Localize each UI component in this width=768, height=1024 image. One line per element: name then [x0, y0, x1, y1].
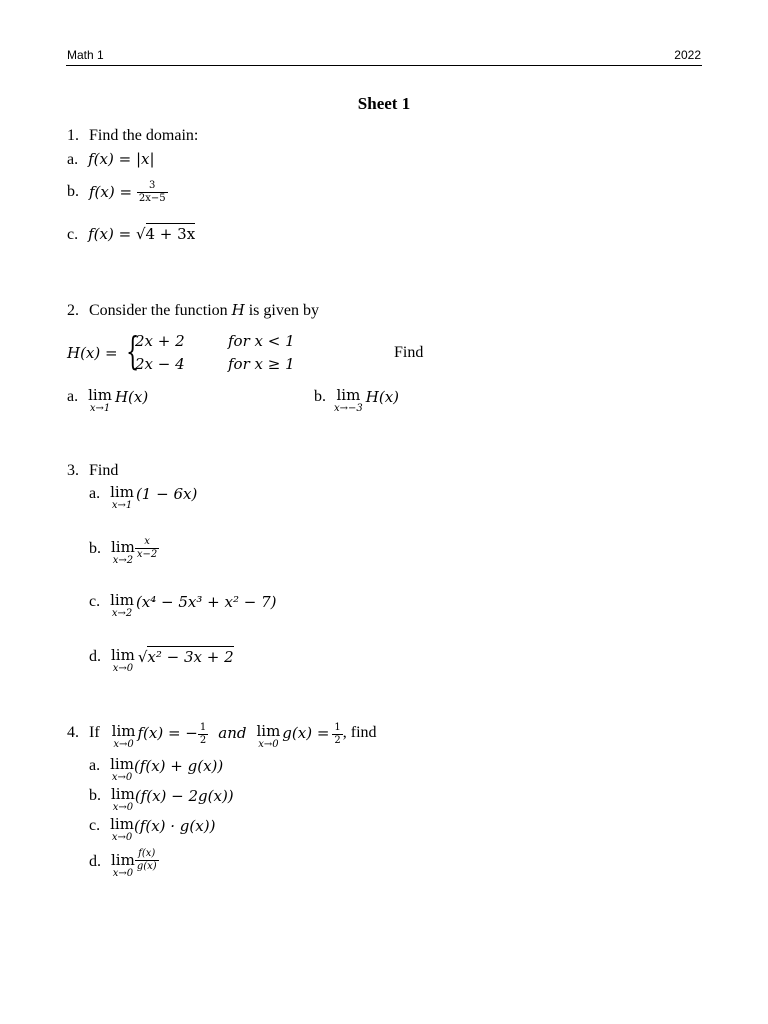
q4-d-label: d.	[89, 853, 101, 870]
q2-function-lhs: H(x) =	[67, 344, 118, 362]
q3-text: Find	[89, 462, 119, 479]
q4-d-sub: x→0	[112, 868, 134, 879]
page-title: Sheet 1	[357, 94, 411, 113]
q4-a-expr: (f(x) + g(x))	[133, 757, 224, 775]
q3-item-b	[89, 536, 159, 566]
q3-a-sub: x→1	[111, 500, 133, 511]
q1-number: 1.	[67, 127, 79, 144]
q4-b-limit	[111, 787, 135, 813]
q1-b-label: b.	[67, 183, 79, 200]
q2-a-sub: x→1	[89, 403, 111, 414]
q2-item-b	[314, 388, 399, 414]
q2-a-lim: lim	[88, 386, 112, 404]
q1-item-a	[67, 150, 155, 169]
q3-d-limit	[111, 648, 135, 674]
q1-text: Find the domain:	[89, 127, 199, 144]
q1-b-fraction	[137, 180, 168, 204]
q4-lim-2: lim	[256, 722, 281, 740]
q3-c-lim: lim	[110, 591, 134, 609]
q2-a-limit	[88, 388, 112, 414]
q2-case1-cond: for x < 1	[228, 332, 295, 350]
q4-c-expr: (f(x) · g(x))	[133, 817, 216, 835]
q4-sub-1: x→0	[113, 739, 134, 750]
q2-item-a	[67, 388, 148, 414]
q1-c-radicand: 4 + 3x	[145, 225, 196, 243]
q4-d-numerator: f(x)	[135, 848, 159, 861]
q4-a-limit	[110, 757, 134, 783]
q3-b-label: b.	[89, 540, 101, 557]
q4-d-denominator: g(x)	[136, 860, 157, 872]
q2-a-expr: H(x)	[114, 388, 149, 406]
q2-prompt	[67, 301, 319, 320]
q4-half-2	[332, 722, 342, 746]
q4-half-1-den: 2	[199, 734, 207, 746]
sqrt-icon: √	[137, 648, 148, 666]
q4-half-1	[198, 722, 208, 746]
q2-find: Find	[394, 344, 424, 361]
q4-d-lim: lim	[111, 851, 135, 869]
q3-c-limit	[110, 593, 134, 619]
q4-b-expr: (f(x) − 2g(x))	[134, 787, 234, 805]
q3-d-sub: x→0	[112, 663, 134, 674]
q4-sub-2: x→0	[258, 739, 279, 750]
q1-b-numerator: 3	[137, 180, 168, 193]
q4-limit-1	[112, 724, 136, 750]
header-right: 2022	[674, 48, 701, 62]
q4-item-c	[89, 817, 215, 843]
q2-b-expr: H(x)	[365, 388, 400, 406]
q2-b-limit	[334, 388, 363, 414]
q4-item-d	[89, 848, 159, 879]
q4-half-1-num: 1	[199, 722, 207, 733]
q3-number: 3.	[67, 462, 79, 479]
q3-b-lim: lim	[111, 538, 135, 556]
q4-c-lim: lim	[110, 815, 134, 833]
q2-text-var: H	[231, 301, 245, 319]
q4-expr-1: f(x) = −	[137, 724, 198, 742]
q4-item-b	[89, 787, 234, 813]
q4-c-sub: x→0	[111, 832, 133, 843]
sqrt-icon: √	[135, 225, 146, 243]
q1-a-lhs: f(x) =	[88, 150, 136, 168]
q4-half-2-num: 1	[334, 722, 341, 733]
q3-b-fraction	[135, 536, 159, 560]
q3-c-label: c.	[89, 593, 101, 610]
q2-number: 2.	[67, 302, 79, 319]
q3-a-limit	[110, 485, 134, 511]
q3-item-d	[89, 648, 234, 674]
q3-a-label: a.	[89, 485, 101, 502]
q4-lim-1: lim	[111, 722, 136, 740]
q1-item-c	[67, 225, 195, 244]
q4-and: and	[218, 724, 247, 742]
q4-c-limit	[110, 817, 134, 843]
q4-if: If	[89, 724, 100, 741]
q2-text-post: is given by	[244, 302, 319, 319]
q1-item-b	[67, 180, 168, 204]
q3-a-expr: (1 − 6x)	[135, 485, 198, 503]
q3-a-lim: lim	[110, 483, 134, 501]
q1-prompt	[67, 127, 198, 145]
q4-number: 4.	[67, 724, 79, 741]
q3-b-denominator: x−2	[136, 548, 158, 560]
q4-a-lim: lim	[110, 755, 134, 773]
q4-a-label: a.	[89, 757, 101, 774]
q4-half-2-den: 2	[334, 734, 341, 746]
q1-a-label: a.	[67, 151, 79, 168]
q4-b-sub: x→0	[112, 802, 134, 813]
q3-c-expr: (x⁴ − 5x³ + x² − 7)	[135, 593, 277, 611]
q3-c-sub: x→2	[111, 608, 133, 619]
q4-d-fraction	[135, 848, 159, 872]
q3-b-limit	[111, 540, 135, 566]
header-left: Math 1	[67, 48, 104, 62]
q1-b-denominator: 2x−5	[138, 192, 166, 204]
q3-item-c	[89, 593, 276, 619]
q1-c-lhs: f(x) =	[88, 225, 136, 243]
header-rule	[66, 65, 702, 66]
q4-expr-2: g(x) =	[282, 724, 330, 742]
q3-d-radicand: x² − 3x + 2	[147, 648, 234, 666]
q3-b-sub: x→2	[112, 555, 134, 566]
q1-b-lhs: f(x) =	[89, 183, 137, 201]
q3-d-lim: lim	[111, 646, 135, 664]
q4-prompt	[67, 724, 377, 750]
q4-c-label: c.	[89, 817, 101, 834]
q3-b-numerator: x	[135, 536, 159, 549]
q1-a-rhs: |x|	[135, 150, 155, 168]
q2-case2-expr: 2x − 4	[135, 355, 185, 373]
q4-d-limit	[111, 853, 135, 879]
q3-d-label: d.	[89, 648, 101, 665]
q4-a-sub: x→0	[111, 772, 133, 783]
q4-limit-2	[256, 724, 280, 750]
q3-item-a	[89, 485, 197, 511]
q1-c-label: c.	[67, 226, 79, 243]
q2-a-label: a.	[67, 388, 79, 405]
q2-b-sub: x→−3	[334, 403, 363, 414]
q4-b-lim: lim	[111, 785, 135, 803]
q4-item-a	[89, 757, 223, 783]
q3-prompt	[67, 462, 118, 480]
q2-b-lim: lim	[336, 386, 361, 404]
q4-b-label: b.	[89, 787, 101, 804]
q2-brace: {	[126, 329, 140, 373]
q2-case1-expr: 2x + 2	[135, 332, 185, 350]
q2-text-pre: Consider the function	[89, 302, 232, 319]
q2-b-label: b.	[314, 388, 326, 405]
q2-case2-cond: for x ≥ 1	[228, 355, 295, 373]
q4-find: , find	[342, 724, 377, 741]
